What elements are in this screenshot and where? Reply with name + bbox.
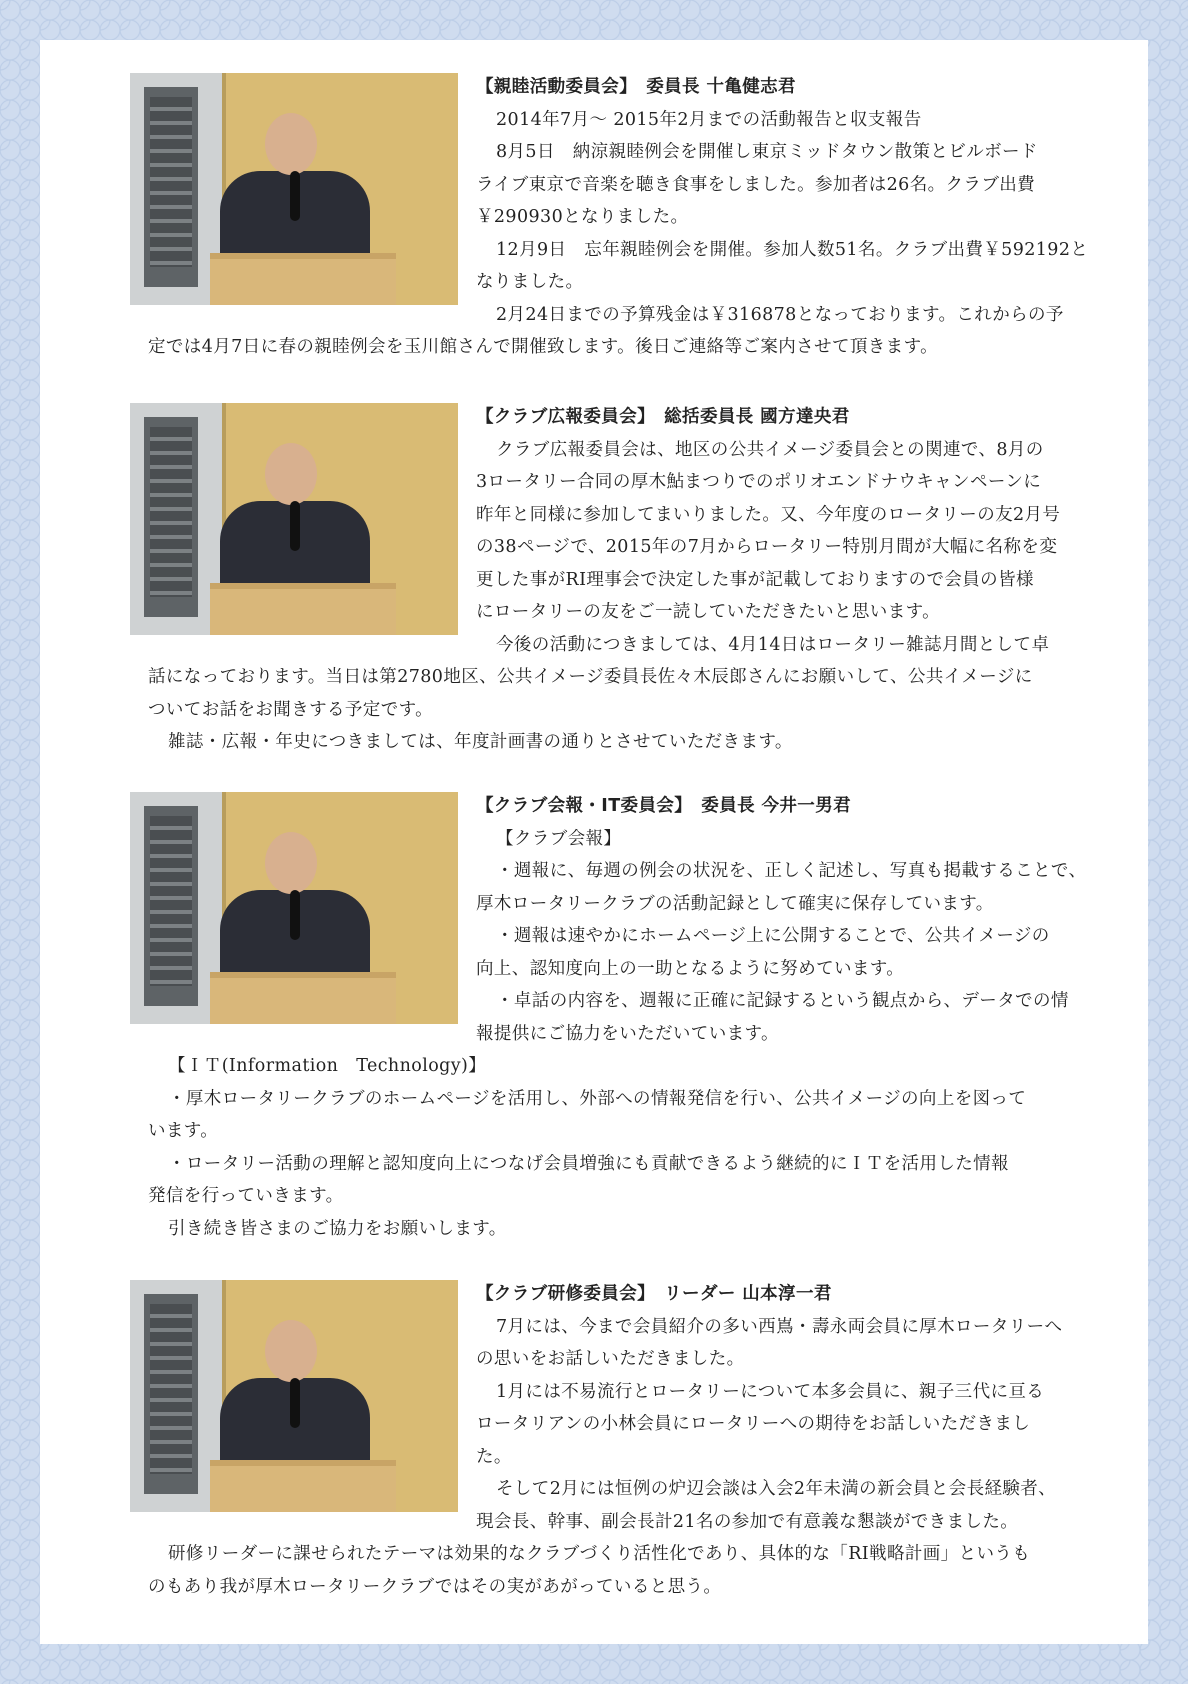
text-line: 12月9日 忘年親睦例会を開催。参加人数51名。クラブ出費￥592192と (496, 239, 1089, 260)
text-line: 今後の活動につきましては、4月14日はロータリー雑誌月間として卓 (496, 634, 1050, 655)
text-line: 厚木ロータリークラブの活動記録として確実に保存しています。 (476, 893, 994, 914)
text-line: の思いをお話しいただきました。 (476, 1349, 745, 1369)
text-line: 7月には、今まで会員紹介の多い西嶌・壽永両会員に厚木ロータリーへ (496, 1316, 1063, 1337)
text-line: た。 (476, 1446, 512, 1467)
text-line: ・厚木ロータリークラブのホームページを活用し、外部への情報発信を行い、公共イメージの向上を図って (168, 1088, 1027, 1109)
section-heading: 【クラブ広報委員会】 総括委員長 國方達央君 (476, 407, 850, 427)
text-line: の38ページで、2015年の7月からロータリー特別月間が大幅に名称を変 (476, 537, 1058, 557)
text-line: 雑誌・広報・年史につきましては、年度計画書の通りとさせていただきます。 (168, 732, 793, 752)
text-line: ・卓話の内容を、週報に正確に記録するという観点から、データでの情 (496, 991, 1069, 1011)
text-line: ライブ東京で音楽を聴き食事をしました。参加者は26名。クラブ出費 (476, 174, 1036, 195)
text-line: 昨年と同様に参加してまいりました。又、今年度のロータリーの友2月号 (476, 504, 1061, 525)
text-line: なりました。 (476, 272, 584, 292)
text-line: そして2月には恒例の炉辺会談は入会2年未満の新会員と会長経験者、 (496, 1479, 1057, 1499)
section-heading: 【親睦活動委員会】 委員長 十亀健志君 (476, 77, 796, 97)
text-line: 8月5日 納涼親睦例会を開催し東京ミッドタウン散策とビルボード (496, 142, 1038, 162)
text-line: クラブ広報委員会は、地区の公共イメージ委員会との関連で、8月の (496, 439, 1044, 460)
page (40, 40, 1148, 1644)
text-line: のもあり我が厚木ロータリークラブではその実があがっていると思う。 (148, 1576, 722, 1597)
text-line: ・週報は速やかにホームページ上に公開することで、公共イメージの (496, 926, 1050, 946)
text-line: 引き続き皆さまのご協力をお願いします。 (168, 1218, 507, 1239)
text-line: 3ロータリー合同の厚木鮎まつりでのポリオエンドナウキャンペーンに (476, 472, 1042, 492)
text-line: 1月には不易流行とロータリーについて本多会員に、親子三代に亘る (496, 1381, 1045, 1402)
text-line: 定では4月7日に春の親睦例会を玉川館さんで開催致します。後日ご連絡等ご案内させて頂きます。 (148, 337, 938, 357)
text-line: 研修リーダーに課せられたテーマは効果的なクラブづくり活性化であり、具体的な「RI戦略計画」というも (168, 1544, 1031, 1564)
text-line: 報提供にご協力をいただいています。 (476, 1023, 779, 1044)
text-line: ￥290930となりました。 (476, 207, 689, 227)
text-line: にロータリーの友をご一読していただきたいと思います。 (476, 602, 940, 622)
text-line: 【クラブ会報】 (496, 828, 622, 849)
section-heading: 【クラブ会報・IT委員会】 委員長 今井一男君 (476, 796, 851, 816)
text-line: 2014年7月～ 2015年2月までの活動報告と収支報告 (496, 109, 922, 130)
text-line: います。 (148, 1121, 219, 1141)
text-line: 向上、認知度向上の一助となるように努めています。 (476, 958, 905, 979)
text-line: ・週報に、毎週の例会の状況を、正しく記述し、写真も掲載することで、 (496, 861, 1087, 881)
text-line: 発信を行っていきます。 (148, 1186, 344, 1206)
section-heading: 【クラブ研修委員会】 リーダー 山本淳一君 (476, 1284, 832, 1304)
text-line: 話になっております。当日は第2780地区、公共イメージ委員長佐々木辰郎さんにお願いして、公共イメージに (148, 667, 1033, 687)
text-line: 【ＩＴ(Information Technology)】 (168, 1056, 487, 1076)
text-line: ロータリアンの小林会員にロータリーへの期待をお話しいただきまし (476, 1414, 1031, 1434)
text-line: 2月24日までの予算残金は￥316878となっております。これからの予 (496, 304, 1064, 325)
text-line: ・ロータリー活動の理解と認知度向上につなげ会員増強にも貢献できるよう継続的にＩＴを活用した情報 (168, 1153, 1009, 1174)
text-line: 現会長、幹事、副会長計21名の参加で有意義な懇談ができました。 (476, 1511, 1019, 1532)
text-line: ついてお話をお聞きする予定です。 (148, 699, 433, 720)
text-line: 更した事がRI理事会で決定した事が記載しておりますので会員の皆様 (476, 569, 1034, 590)
